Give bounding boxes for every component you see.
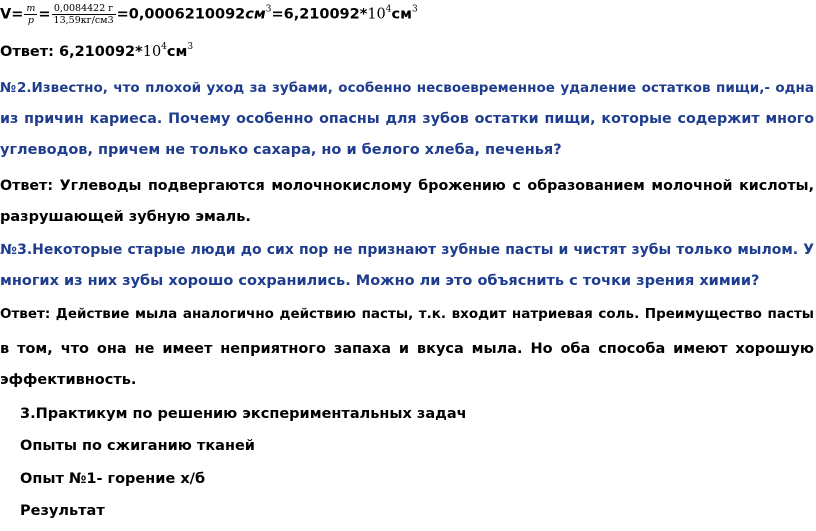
volume-formula: [0, 3, 418, 26]
task-3-line-2: многих из них зубы хорошо сохранились. Можно ли это объяснить с точки зрения химии?: [0, 273, 760, 289]
experiment-1-title: Опыт №1- горение х/б: [20, 471, 206, 487]
formula-unit-cm: см: [245, 6, 266, 23]
fraction-density-denominator: 13,59кг/см3: [53, 15, 114, 26]
fraction-mass-numerator: 0,0084422 г: [52, 3, 116, 15]
formula-unit-cm-2: см: [391, 6, 412, 23]
formula-exponent-3b: 3: [411, 4, 418, 15]
fraction-m-numerator: m: [26, 3, 36, 14]
fraction-mass-over-density: [52, 3, 116, 26]
answer-1: [0, 42, 193, 62]
task-2-line-3: углеводов, причем не только сахара, но и белого хлеба, печенья?: [0, 142, 562, 158]
formula-ten: 10: [367, 6, 386, 23]
answer-3-line-3: эффективность.: [0, 372, 137, 388]
answer-3-line-2: в том, что она не имеет неприятного запаха и вкуса мыла. Но оба способа имеют хорошую: [0, 341, 814, 357]
answer-2-line-1: Ответ: Углеводы подвергаются молочнокислому брожению с образованием молочной кислоты,: [0, 178, 814, 194]
answer-1-unit: см: [166, 44, 188, 60]
fraction-p-denominator: p: [27, 15, 34, 26]
task-3-line-1: №3.Некоторые старые люди до сих пор не признают зубные пасты и чистят зубы только мылом. У: [0, 242, 814, 258]
formula-result-decimal: =0,0006210092: [116, 6, 246, 23]
task-2-line-2: из причин кариеса. Почему особенно опасны для зубов остатки пищи, которые содержит много: [0, 111, 814, 127]
task-2-line-1: №2.Известно, что плохой уход за зубами, особенно несвоевременное удаление остатков пищи,- одна: [0, 80, 814, 96]
answer-1-ten: 10: [142, 44, 162, 60]
answer-1-exponent-3: 3: [187, 42, 194, 52]
answer-1-prefix: Ответ: 6,210092*: [0, 44, 143, 60]
fraction-m-over-p: [24, 3, 37, 26]
formula-exponent-4: 4: [385, 4, 392, 15]
section-subheading: Опыты по сжиганию тканей: [20, 438, 255, 454]
formula-result-scientific: =6,210092*: [271, 6, 368, 23]
answer-1-exponent-4: 4: [161, 42, 167, 52]
result-label: Результат: [20, 503, 105, 519]
answer-2-line-2: разрушающей зубную эмаль.: [0, 209, 251, 225]
formula-exponent-3: 3: [265, 4, 272, 15]
formula-v-label: V=: [0, 6, 24, 23]
formula-equals: =: [38, 6, 51, 23]
answer-3-line-1: Ответ: Действие мыла аналогично действию пасты, т.к. входит натриевая соль. Преимущество пасты: [0, 306, 814, 322]
section-heading: 3.Практикум по решению экспериментальных задач: [20, 406, 467, 422]
